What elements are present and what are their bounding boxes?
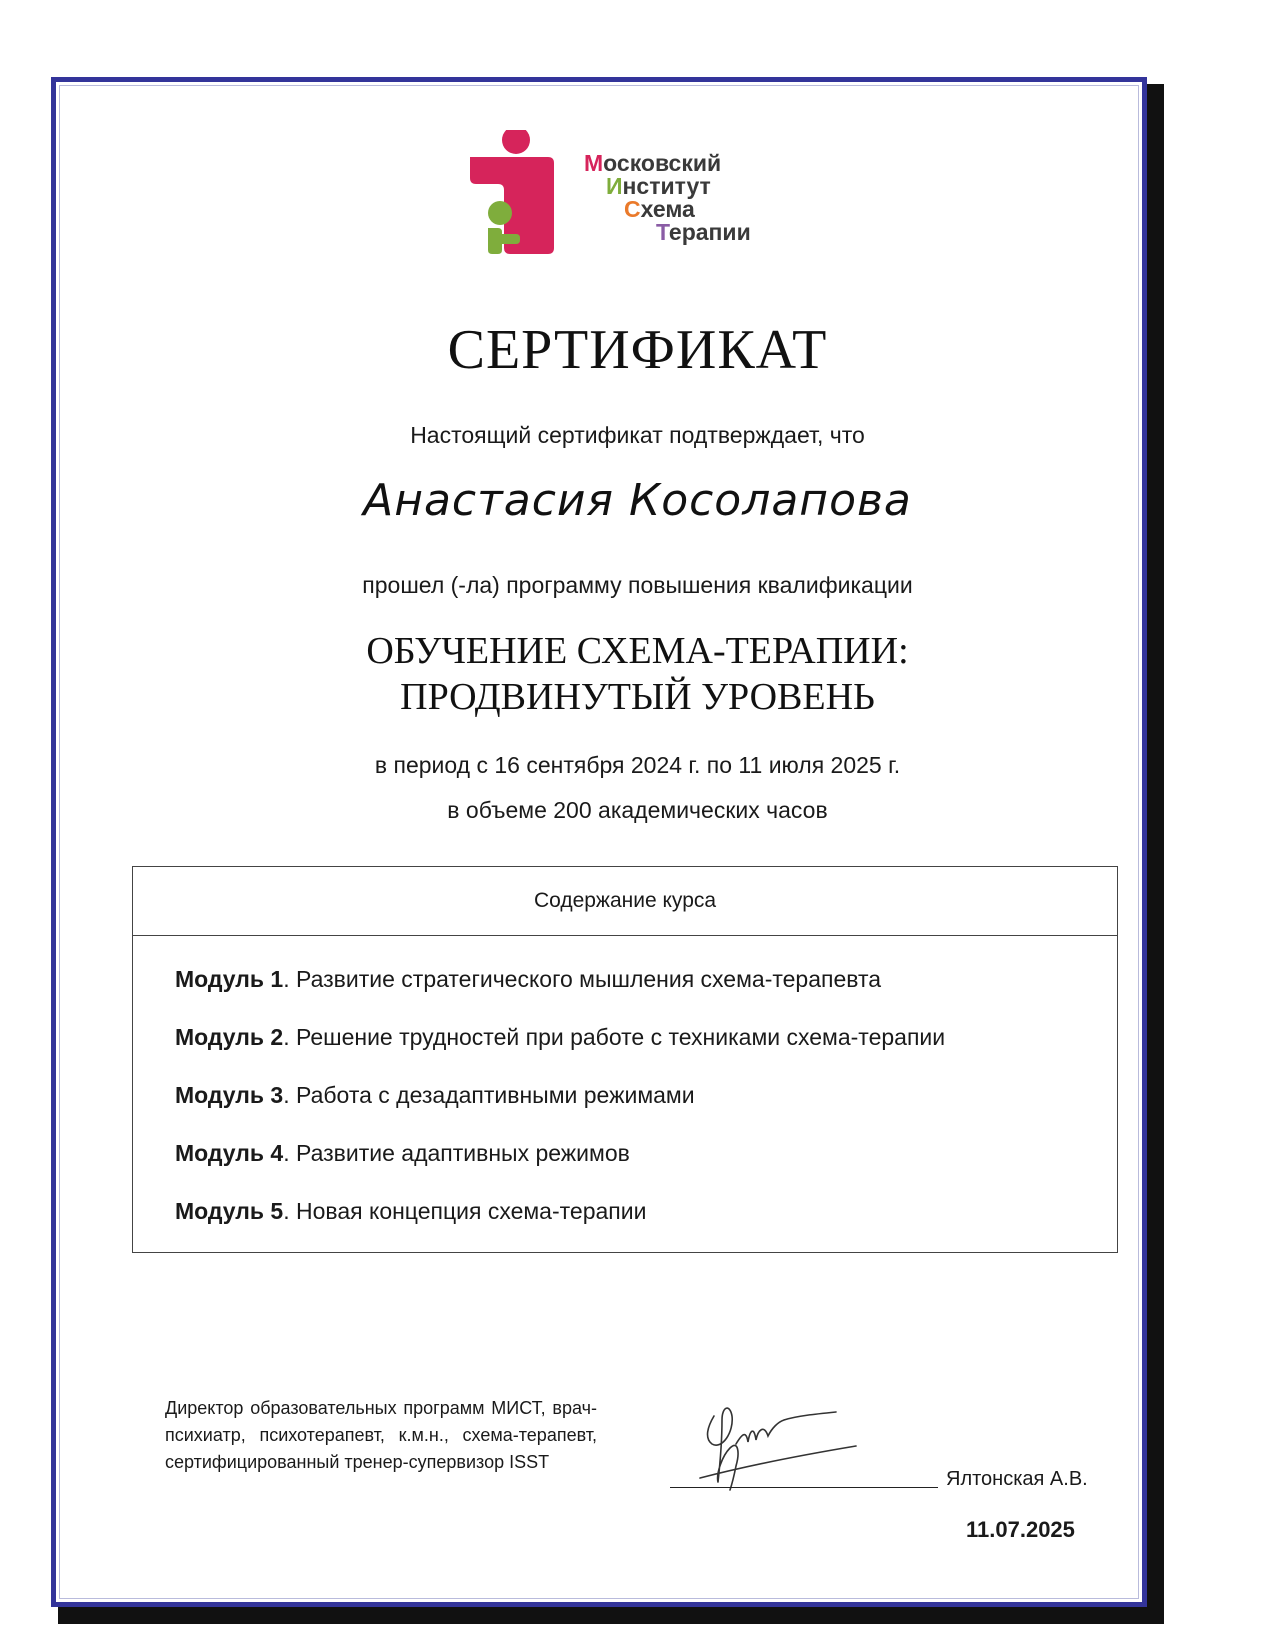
signature-image (686, 1386, 886, 1496)
program-title-line-1: ОБУЧЕНИЕ СХЕМА-ТЕРАПИИ: (366, 630, 909, 672)
director-description: Директор образовательных программ МИСТ, врач-психиатр, психотерапевт, к.м.н., схема-терапевт, сертифицированный тренер-супервизор ISST (165, 1398, 597, 1472)
module-label: Модуль 3 (175, 1082, 284, 1108)
signer-name: Ялтонская А.В. (946, 1468, 1088, 1490)
logo-word-3: хема (640, 196, 695, 222)
institute-logo (470, 130, 810, 270)
module-text: . Развитие адаптивных режимов (283, 1140, 630, 1166)
logo-word-4: ерапии (668, 219, 751, 245)
recipient-name: Анастасия Косолапова (363, 475, 912, 526)
hours-text: в объеме 200 академических часов (447, 797, 828, 823)
certificate-title: СЕРТИФИКАТ (447, 319, 828, 381)
certificate-frame (51, 77, 1147, 1607)
module-label: Модуль 2 (175, 1024, 284, 1050)
module-text: . Развитие стратегического мышления схема-терапевта (283, 966, 882, 992)
program-title-line-2: ПРОДВИНУТЫЙ УРОВЕНЬ (400, 676, 875, 718)
logo-initial-4: Т (656, 219, 669, 245)
program-title (0, 628, 1275, 720)
logo-initial-3: С (624, 196, 641, 222)
passed-text: прошел (-ла) программу повышения квалификации (362, 572, 913, 598)
course-content-box (132, 866, 1118, 1253)
logo-initial-1: М (584, 150, 604, 176)
logo-word-1: осковский (603, 150, 722, 176)
logo-word-2: нститут (622, 173, 711, 199)
module-text: . Решение трудностей при работе с техниками схема-терапии (283, 1024, 946, 1050)
logo-figures-icon (470, 130, 580, 260)
module-label: Модуль 5 (175, 1198, 284, 1224)
frame-inner-border (59, 85, 1139, 1599)
module-item (175, 1140, 1117, 1198)
module-item (175, 966, 1117, 1024)
module-label: Модуль 4 (175, 1140, 284, 1166)
module-item (175, 1082, 1117, 1140)
module-label: Модуль 1 (175, 966, 284, 992)
module-text: . Работа с дезадаптивными режимами (283, 1082, 695, 1108)
logo-text (584, 152, 751, 244)
signature-line (670, 1487, 938, 1488)
period-text: в период с 16 сентября 2024 г. по 11 июля 2025 г. (374, 752, 901, 778)
logo-initial-2: И (606, 173, 623, 199)
module-item (175, 1198, 1117, 1256)
module-list (133, 936, 1117, 1256)
module-item (175, 1024, 1117, 1082)
issue-date: 11.07.2025 (966, 1517, 1075, 1542)
course-content-heading: Содержание курса (133, 867, 1117, 936)
intro-text: Настоящий сертификат подтверждает, что (410, 422, 865, 448)
module-text: . Новая концепция схема-терапии (283, 1198, 647, 1224)
